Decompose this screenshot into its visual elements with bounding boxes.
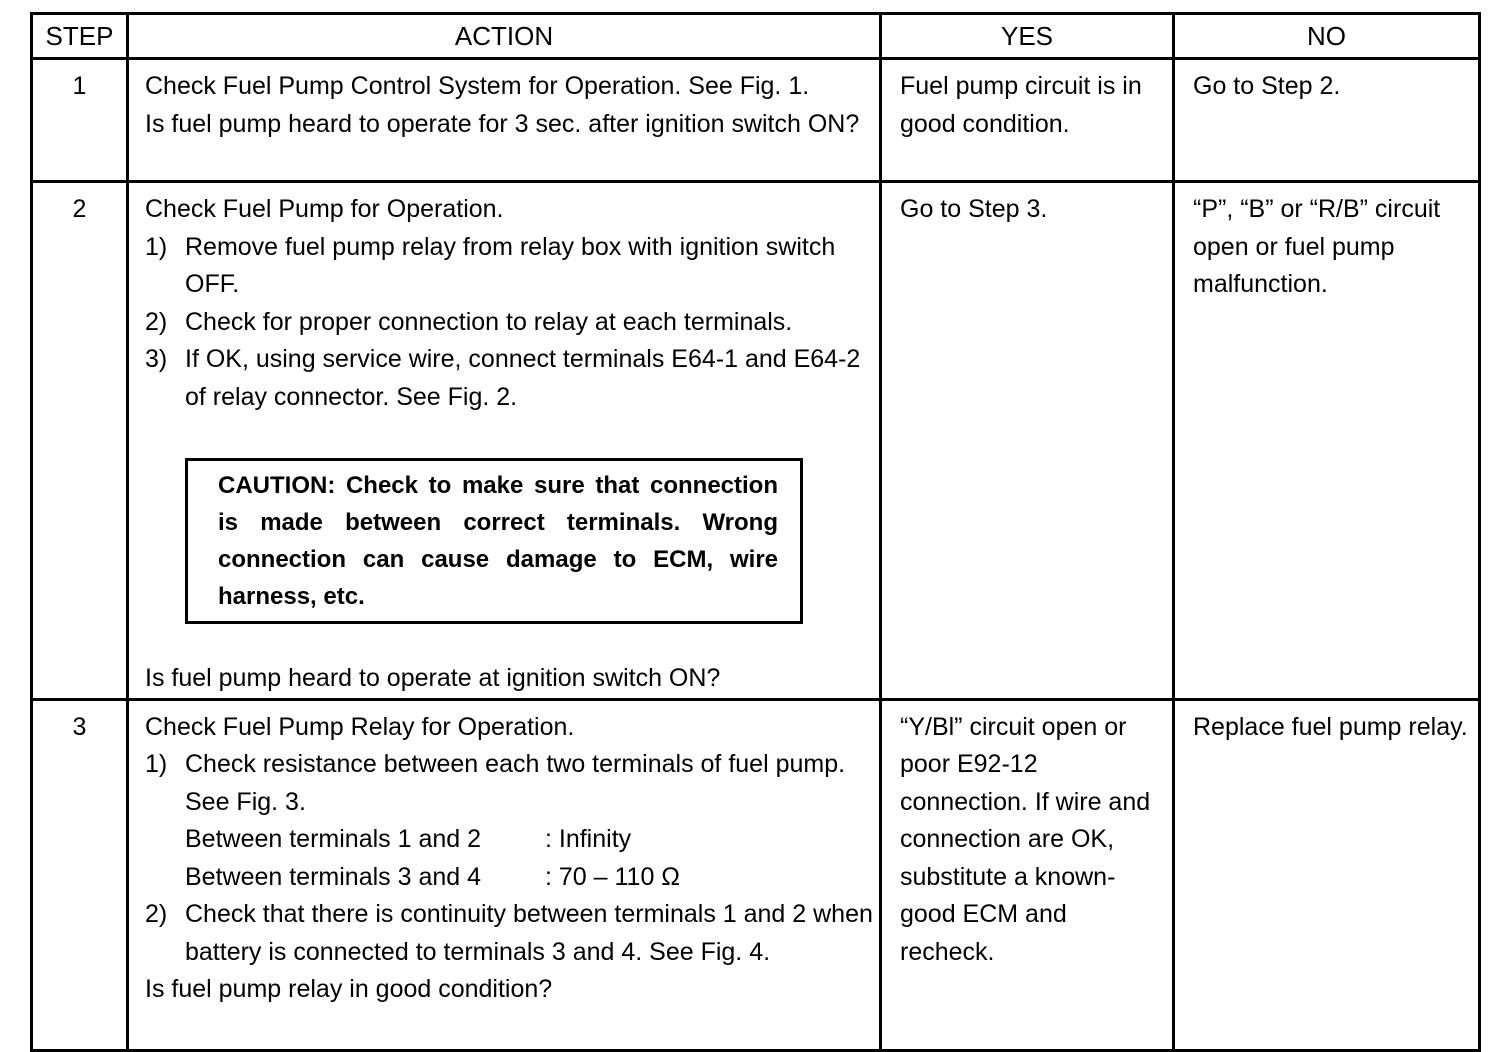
action-title: Check Fuel Pump Control System for Operation. See Fig. 1. bbox=[145, 72, 810, 100]
troubleshooting-sheet bbox=[30, 12, 1468, 1003]
action-question: Is fuel pump heard to operate for 3 sec. after ignition switch ON? bbox=[145, 109, 860, 138]
no-cell: “P”, “B” or “R/B” circuit open or fuel pump malfunction. bbox=[1174, 182, 1480, 700]
substep bbox=[145, 746, 873, 821]
header-action: ACTION bbox=[128, 14, 881, 59]
step-number: 3 bbox=[32, 699, 128, 1050]
substep-text: Remove fuel pump relay from relay box with ignition switch OFF. bbox=[185, 232, 836, 298]
step-number: 1 bbox=[32, 59, 128, 182]
troubleshooting-table bbox=[30, 12, 1481, 1052]
substep bbox=[145, 341, 873, 416]
action-question: Is fuel pump heard to operate at ignition switch ON? bbox=[145, 664, 721, 692]
substep-number: 2) bbox=[145, 900, 168, 928]
resistance-spec bbox=[145, 821, 873, 859]
spec-value: : 70 – 110 Ω bbox=[545, 862, 680, 891]
action-title: Check Fuel Pump Relay for Operation. bbox=[145, 712, 575, 741]
header-row bbox=[32, 14, 1480, 59]
yes-cell: Go to Step 3. bbox=[881, 182, 1174, 700]
header-no: NO bbox=[1174, 14, 1480, 59]
spec-value: : Infinity bbox=[545, 825, 632, 853]
action-question: Is fuel pump relay in good condition? bbox=[145, 975, 553, 1003]
substep-text: Check resistance between each two terminals of fuel pump. See Fig. 3. bbox=[185, 750, 846, 816]
substep bbox=[145, 229, 873, 304]
substep-number: 1) bbox=[145, 750, 168, 778]
substep-number: 3) bbox=[145, 345, 168, 373]
yes-cell: Fuel pump circuit is in good condition. bbox=[881, 59, 1174, 182]
no-cell: Go to Step 2. bbox=[1174, 59, 1480, 182]
action-cell bbox=[128, 59, 881, 182]
yes-cell: “Y/Bl” circuit open or poor E92-12 connection. If wire and connection are OK, substitute a known-good ECM and recheck. bbox=[881, 699, 1174, 1050]
header-step: STEP bbox=[32, 14, 128, 59]
spec-label: Between terminals 3 and 4 bbox=[185, 862, 482, 891]
table-row-step-1 bbox=[32, 59, 1480, 182]
action-cell bbox=[128, 699, 881, 1050]
action-title: Check Fuel Pump for Operation. bbox=[145, 195, 504, 223]
substep-text: If OK, using service wire, connect terminals E64-1 and E64-2 of relay connector. See Fig. 2. bbox=[185, 345, 861, 411]
step-number: 2 bbox=[32, 182, 128, 700]
action-cell bbox=[128, 182, 881, 700]
substep-number: 1) bbox=[145, 232, 168, 261]
substep bbox=[145, 304, 873, 342]
substep bbox=[145, 896, 873, 971]
caution-box: CAUTION: Check to make sure that connection is made between correct terminals. Wrong connection can cause damage to ECM, wire harness, etc. bbox=[185, 458, 803, 624]
spec-label: Between terminals 1 and 2 bbox=[185, 825, 482, 853]
substep-number: 2) bbox=[145, 307, 168, 336]
table-row-step-3 bbox=[32, 699, 1480, 1050]
no-cell: Replace fuel pump relay. bbox=[1174, 699, 1480, 1050]
table-row-step-2 bbox=[32, 182, 1480, 700]
substep-text: Check that there is continuity between terminals 1 and 2 when battery is connected to terminals 3 and 4. See Fig. 4. bbox=[185, 900, 873, 966]
substep-text: Check for proper connection to relay at each terminals. bbox=[185, 307, 793, 336]
header-yes: YES bbox=[881, 14, 1174, 59]
resistance-spec bbox=[145, 859, 873, 897]
